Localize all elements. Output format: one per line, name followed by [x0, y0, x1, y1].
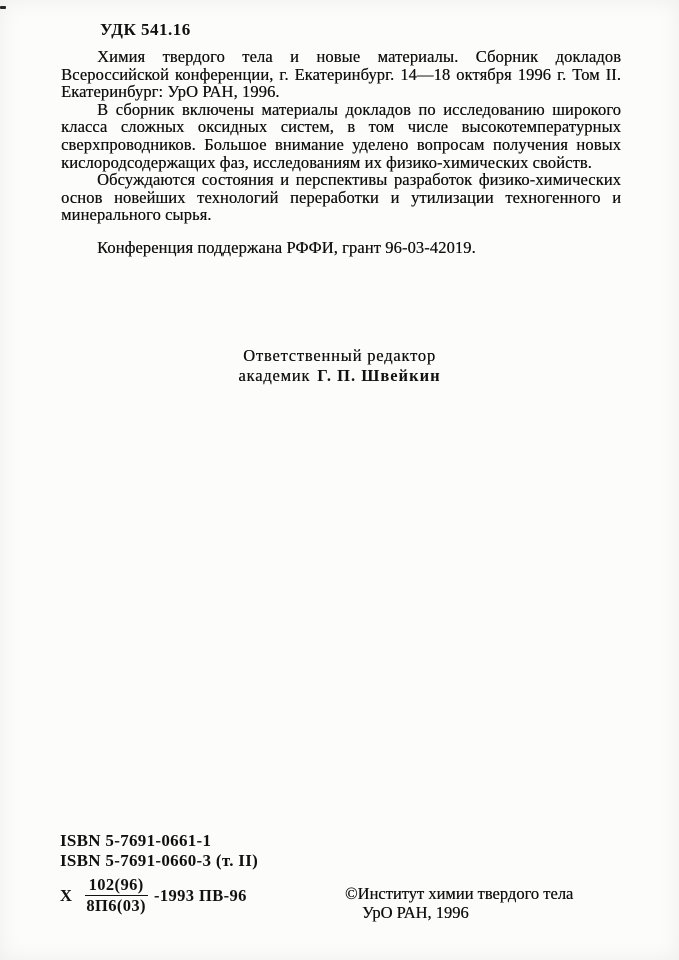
udk-classification-number: УДК 541.16: [100, 20, 191, 39]
classification-denominator: 8П6(03): [86, 896, 146, 915]
library-classification-code: [60, 876, 247, 915]
abstract-paragraph-1: В сборник включены материалы докладов по исследованию широкого класса сложных оксидных систем, в том числе высокотемпературных сверхпроводников. Большое внимание уделено вопросам получения новых кислородсодержащих фаз, исследованиям их физико-химических свойств.: [61, 99, 621, 172]
copyright-notice: [345, 884, 573, 922]
copyright-year: УрО РАН, 1996: [362, 903, 469, 922]
scan-artifact: [0, 6, 6, 9]
isbn-series-line: ISBN 5-7691-0660-3 (т. II): [60, 850, 259, 870]
editor-block: [0, 347, 679, 385]
grant-acknowledgement: Конференция поддержана РФФИ, грант 96-03-42019.: [97, 237, 476, 257]
classification-fraction: [82, 876, 150, 915]
isbn-block: [60, 831, 258, 870]
abstract-paragraph-2: Обсуждаются состояния и перспективы разработок физико-химических основ новейших технологий переработки и утилизации техногенного и минерального сырья.: [61, 170, 621, 225]
isbn-volume-line: ISBN 5-7691-0661-1: [60, 831, 212, 850]
classification-prefix: Х: [60, 885, 73, 905]
classification-suffix: -1993 ПВ-96: [153, 885, 247, 905]
editor-title: Ответственный редактор: [243, 346, 436, 365]
bibliographic-description: Химия твердого тела и новые материалы. Сборник докладов Всероссийской конференции, г. Екатеринбург. 14—18 октября 1996 г. Том II. Екатеринбург: УрО РАН, 1996.: [61, 47, 621, 102]
copyright-holder: ©Институт химии твердого тела: [345, 884, 574, 903]
editor-role: академик: [238, 365, 311, 385]
classification-numerator: 102(96): [85, 876, 148, 896]
annotation-text-block: [61, 48, 621, 257]
editor-name: Г. П. Швейкин: [317, 365, 441, 385]
editor-name-line: [0, 367, 679, 386]
